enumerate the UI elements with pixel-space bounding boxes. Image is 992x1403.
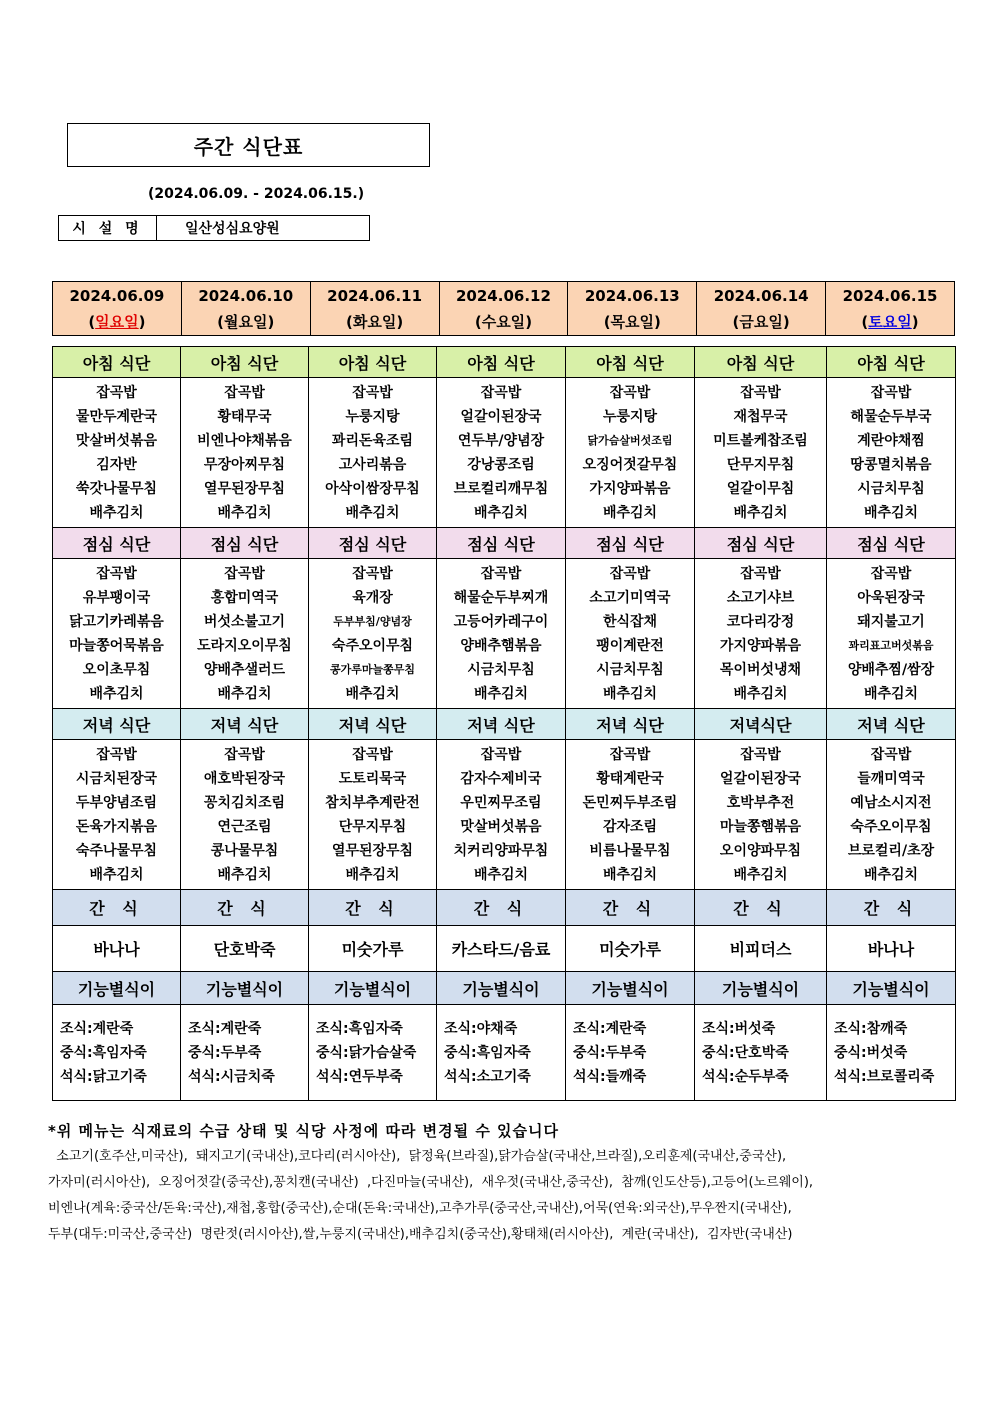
breakfast-items-row — [53, 378, 956, 528]
functional-items-row — [53, 1005, 956, 1101]
menu-item: 돼지불고기 — [857, 614, 925, 630]
menu-item: 얼갈이된장국 — [719, 771, 802, 787]
lunch-header: 점심 식단 — [695, 528, 827, 559]
menu-item: 잡곡밥 — [609, 566, 651, 582]
menu-item: 해물순두부찌개 — [453, 590, 549, 606]
breakfast-header: 아침 식단 — [437, 347, 566, 378]
menu-item: 숙주나물무침 — [75, 843, 158, 859]
menu-item: 배추김치 — [217, 505, 272, 521]
menu-item: 계란야채찜 — [857, 433, 925, 449]
menu-item: 육개장 — [352, 590, 393, 606]
menu-item: 잡곡밥 — [870, 566, 912, 582]
menu-item: 잡곡밥 — [96, 566, 137, 582]
menu-item: 잡곡밥 — [224, 566, 265, 582]
menu-item: 호박부추전 — [726, 795, 795, 811]
weekday-text: 금요일 — [739, 312, 783, 331]
snack-header: 간 식 — [827, 890, 956, 926]
menu-item: 치커리양파무침 — [453, 843, 549, 859]
functional-header-row — [53, 972, 956, 1005]
date-text: 2024.06.15 — [842, 286, 938, 305]
lunch-header: 점심 식단 — [437, 528, 566, 559]
menu-item: 잡곡밥 — [96, 385, 137, 401]
weekday-open-paren: ( — [732, 312, 740, 331]
menu-item: 김자반 — [96, 457, 137, 473]
lunch-menu-cell — [437, 559, 566, 709]
weekday-text: 수요일 — [481, 312, 526, 331]
menu-item: 홍합미역국 — [210, 590, 279, 606]
menu-item: 열무된장무침 — [331, 843, 414, 859]
functional-cell — [309, 1005, 437, 1101]
functional-cell — [695, 1005, 827, 1101]
origin-line-4: 두부(대두:미국산,중국산) 명란젓(러시아산),쌀,누룽지(국내산),배추김치(중국산),황태채(러시아산), 계란(국내산), 김자반(국내산) — [48, 1227, 793, 1242]
menu-item: 두부부침/양념장 — [333, 615, 412, 628]
menu-item: 맛살버섯볶음 — [75, 433, 158, 449]
menu-item: 소고기미역국 — [589, 590, 671, 606]
date-cell — [310, 282, 439, 336]
lunch-header: 점심 식단 — [53, 528, 181, 559]
snack-header: 간 식 — [566, 890, 695, 926]
menu-item: 배추김치 — [217, 686, 272, 702]
functional-header: 기능별식이 — [695, 972, 827, 1005]
menu-item: 잡곡밥 — [740, 566, 781, 582]
menu-item: 배추김치 — [345, 686, 400, 702]
dinner-header: 저녁 식단 — [181, 709, 309, 740]
menu-item: 오징어젓갈무침 — [582, 457, 678, 473]
weekday-open-paren: ( — [88, 312, 96, 331]
menu-item: 황태계란국 — [596, 771, 664, 787]
functional-item: 석식:브로콜리죽 — [834, 1068, 935, 1085]
breakfast-menu-cell — [437, 378, 566, 528]
menu-item: 잡곡밥 — [870, 385, 912, 401]
menu-item: 단무지무침 — [338, 819, 407, 835]
weekday-line — [53, 309, 181, 335]
menu-item: 들깨미역국 — [857, 771, 925, 787]
weekday-open-paren: ( — [861, 312, 869, 331]
menu-item: 콩나물무침 — [210, 843, 279, 859]
menu-item: 강낭콩조림 — [467, 457, 535, 473]
functional-item: 석식:연두부죽 — [316, 1068, 403, 1085]
functional-header: 기능별식이 — [181, 972, 309, 1005]
breakfast-header: 아침 식단 — [309, 347, 437, 378]
lunch-menu-cell — [53, 559, 181, 709]
menu-item: 고등어카레구이 — [453, 614, 549, 630]
menu-item: 두부양념조림 — [75, 795, 158, 811]
functional-item: 석식:닭고기죽 — [60, 1068, 147, 1085]
weekday-close-paren: ) — [138, 312, 146, 331]
menu-item: 땅콩멸치볶음 — [850, 457, 932, 473]
menu-item: 누룽지탕 — [602, 409, 658, 425]
menu-item: 배추김치 — [473, 686, 529, 702]
functional-header: 기능별식이 — [566, 972, 695, 1005]
menu-item: 미트볼케찹조림 — [713, 433, 808, 449]
lunch-menu-cell — [827, 559, 956, 709]
weekday-open-paren: ( — [217, 312, 225, 331]
lunch-header: 점심 식단 — [566, 528, 695, 559]
functional-item: 조식:계란죽 — [573, 1020, 647, 1037]
menu-item: 도라지오이무침 — [197, 638, 292, 654]
menu-item: 잡곡밥 — [224, 747, 265, 763]
weekday-open-paren: ( — [346, 312, 353, 331]
functional-item: 중식:흑임자죽 — [60, 1044, 147, 1061]
menu-item: 얼갈이된장국 — [460, 409, 542, 425]
menu-item: 단무지무침 — [726, 457, 795, 473]
menu-item: 닭고기카레볶음 — [69, 614, 164, 630]
functional-cell — [437, 1005, 566, 1101]
dinner-header: 저녁 식단 — [309, 709, 437, 740]
menu-item: 마늘쫑햄볶음 — [719, 819, 802, 835]
functional-item: 조식:버섯죽 — [702, 1020, 776, 1037]
menu-item: 목이버섯냉채 — [719, 662, 802, 678]
menu-item: 시금치된장국 — [75, 771, 158, 787]
functional-cell — [53, 1005, 181, 1101]
lunch-menu-cell — [566, 559, 695, 709]
weekday-close-paren: ) — [654, 312, 661, 331]
date-text: 2024.06.11 — [327, 286, 423, 305]
functional-item: 조식:흑임자죽 — [316, 1020, 403, 1037]
weekday-line — [182, 309, 310, 335]
weekday-close-paren: ) — [911, 312, 919, 331]
snack-cell: 바나나 — [53, 926, 181, 972]
menu-item: 시금치무침 — [857, 481, 925, 497]
breakfast-menu-cell — [827, 378, 956, 528]
weekday-close-paren: ) — [396, 312, 404, 331]
menu-item: 열무된장무침 — [203, 481, 286, 497]
facility-label: 시 설 명 — [59, 216, 157, 240]
lunch-header: 점심 식단 — [309, 528, 437, 559]
menu-item: 잡곡밥 — [480, 385, 522, 401]
menu-item: 아삭이쌈장무침 — [325, 481, 420, 497]
snack-header: 간 식 — [437, 890, 566, 926]
menu-item: 잡곡밥 — [480, 566, 522, 582]
menu-item: 양배추찜/쌈장 — [847, 662, 935, 678]
menu-item: 시금치무침 — [596, 662, 664, 678]
lunch-items-row — [53, 559, 956, 709]
functional-item: 석식:들깨죽 — [573, 1068, 647, 1085]
menu-item: 잡곡밥 — [870, 747, 912, 763]
lunch-menu-cell — [309, 559, 437, 709]
functional-item: 석식:순두부죽 — [702, 1068, 789, 1085]
dinner-menu-cell — [181, 740, 309, 890]
weekday-line — [697, 309, 825, 335]
breakfast-header: 아침 식단 — [695, 347, 827, 378]
breakfast-header-row — [53, 347, 956, 378]
dinner-menu-cell — [566, 740, 695, 890]
menu-item: 무장아찌무침 — [203, 457, 286, 473]
functional-item: 조식:계란죽 — [188, 1020, 262, 1037]
functional-item: 석식:시금치죽 — [188, 1068, 275, 1085]
menu-item: 감자수제비국 — [460, 771, 542, 787]
dinner-header-row — [53, 709, 956, 740]
menu-item: 시금치무침 — [467, 662, 535, 678]
menu-item: 숙주오이무침 — [850, 819, 932, 835]
functional-item: 중식:흑임자죽 — [444, 1044, 531, 1061]
menu-item: 한식잡채 — [602, 614, 658, 630]
functional-item: 중식:닭가슴살죽 — [316, 1044, 417, 1061]
menu-item: 재첩무국 — [733, 409, 788, 425]
date-row — [53, 282, 955, 336]
breakfast-header: 아침 식단 — [53, 347, 181, 378]
dinner-header: 저녁 식단 — [566, 709, 695, 740]
breakfast-header: 아침 식단 — [827, 347, 956, 378]
dinner-items-row — [53, 740, 956, 890]
menu-period: (2024.06.09. - 2024.06.15.) — [148, 186, 365, 202]
weekday-close-paren: ) — [782, 312, 790, 331]
menu-item: 잡곡밥 — [740, 747, 781, 763]
date-cell — [53, 282, 182, 336]
functional-item: 석식:소고기죽 — [444, 1068, 531, 1085]
menu-item: 오이초무침 — [82, 662, 151, 678]
date-text: 2024.06.14 — [713, 286, 809, 305]
snack-cell: 미숫가루 — [309, 926, 437, 972]
functional-item: 중식:두부죽 — [188, 1044, 262, 1061]
weekday-line — [826, 309, 954, 335]
functional-header: 기능별식이 — [309, 972, 437, 1005]
menu-item: 잡곡밥 — [352, 385, 393, 401]
breakfast-menu-cell — [695, 378, 827, 528]
menu-item: 잡곡밥 — [96, 747, 137, 763]
menu-item: 배추김치 — [473, 867, 529, 883]
lunch-menu-cell — [181, 559, 309, 709]
dinner-menu-cell — [827, 740, 956, 890]
menu-item: 숙주오이무침 — [331, 638, 414, 654]
snack-header: 간 식 — [695, 890, 827, 926]
functional-cell — [827, 1005, 956, 1101]
menu-item: 배추김치 — [89, 686, 144, 702]
menu-item: 연근조림 — [217, 819, 272, 835]
functional-item: 조식:야채죽 — [444, 1020, 518, 1037]
menu-item: 브로컬리/초장 — [847, 843, 935, 859]
menu-item: 배추김치 — [733, 867, 788, 883]
menu-item: 양배추햄볶음 — [460, 638, 542, 654]
menu-item: 돈민찌두부조림 — [582, 795, 678, 811]
menu-item: 콩가루마늘쫑무침 — [329, 663, 415, 676]
menu-item: 유부팽이국 — [82, 590, 151, 606]
menu-item: 꽈리표고버섯볶음 — [848, 639, 934, 652]
menu-item: 브로컬리깨무침 — [453, 481, 549, 497]
menu-item: 팽이계란전 — [596, 638, 664, 654]
snack-header-row — [53, 890, 956, 926]
weekday-close-paren: ) — [267, 312, 275, 331]
snack-cell: 단호박죽 — [181, 926, 309, 972]
menu-item: 가지양파볶음 — [589, 481, 671, 497]
dinner-menu-cell — [437, 740, 566, 890]
menu-item: 비엔나야채볶음 — [197, 433, 292, 449]
menu-item: 배추김치 — [602, 867, 658, 883]
weekday-close-paren: ) — [525, 312, 533, 331]
menu-item: 돈육가지볶음 — [75, 819, 158, 835]
breakfast-menu-cell — [309, 378, 437, 528]
breakfast-menu-cell — [53, 378, 181, 528]
snack-items-row — [53, 926, 956, 972]
functional-header: 기능별식이 — [827, 972, 956, 1005]
weekday-text: 화요일 — [352, 312, 397, 331]
menu-item: 아욱된장국 — [857, 590, 925, 606]
date-cell — [826, 282, 955, 336]
weekday-text: 목요일 — [610, 312, 655, 331]
menu-item: 잡곡밥 — [480, 747, 522, 763]
menu-item: 배추김치 — [89, 505, 144, 521]
weekday-line — [311, 309, 439, 335]
weekday-open-paren: ( — [603, 312, 611, 331]
menu-item: 도토리묵국 — [338, 771, 407, 787]
dinner-header: 저녁 식단 — [437, 709, 566, 740]
dinner-header: 저녁식단 — [695, 709, 827, 740]
snack-cell: 미숫가루 — [566, 926, 695, 972]
date-text: 2024.06.10 — [198, 286, 294, 305]
origin-line-3: 비엔나(계육:중국산/돈육:국산),재첩,홍합(중국산),순대(돈육:국내산),고추가루(중국산,국내산),어묵(연육:외국산),무우짠지(국내산), — [48, 1201, 792, 1216]
dinner-menu-cell — [695, 740, 827, 890]
menu-item: 얼갈이무침 — [726, 481, 795, 497]
menu-item: 배추김치 — [602, 505, 658, 521]
snack-header: 간 식 — [181, 890, 309, 926]
menu-item: 배추김치 — [89, 867, 144, 883]
menu-item: 버섯소불고기 — [203, 614, 286, 630]
weekday-open-paren: ( — [474, 312, 482, 331]
menu-item: 오이양파무침 — [719, 843, 802, 859]
menu-item: 배추김치 — [863, 686, 919, 702]
functional-header: 기능별식이 — [437, 972, 566, 1005]
weekday-text: 일요일 — [95, 312, 139, 331]
lunch-header: 점심 식단 — [181, 528, 309, 559]
lunch-header-row — [53, 528, 956, 559]
snack-cell: 바나나 — [827, 926, 956, 972]
menu-item: 잡곡밥 — [740, 385, 781, 401]
menu-item: 잡곡밥 — [609, 747, 651, 763]
menu-item: 잡곡밥 — [352, 747, 393, 763]
weekday-text: 토요일 — [868, 312, 912, 331]
functional-item: 중식:단호박죽 — [702, 1044, 789, 1061]
dinner-menu-cell — [53, 740, 181, 890]
menu-item: 쑥갓나물무침 — [75, 481, 158, 497]
breakfast-header: 아침 식단 — [566, 347, 695, 378]
weekday-line — [440, 309, 568, 335]
menu-item: 코다리강정 — [726, 614, 795, 630]
date-cell — [568, 282, 697, 336]
menu-item: 배추김치 — [863, 505, 919, 521]
functional-item: 중식:버섯죽 — [834, 1044, 908, 1061]
menu-item: 고사리볶음 — [338, 457, 407, 473]
menu-item: 배추김치 — [473, 505, 529, 521]
functional-cell — [566, 1005, 695, 1101]
menu-item: 배추김치 — [733, 686, 788, 702]
snack-cell: 비피더스 — [695, 926, 827, 972]
page-title: 주간 식단표 — [67, 123, 430, 167]
menu-item: 꽈리돈육조림 — [331, 433, 414, 449]
menu-item: 닭가슴살버섯조림 — [587, 434, 673, 447]
functional-cell — [181, 1005, 309, 1101]
weekday-line — [568, 309, 696, 335]
menu-item: 잡곡밥 — [609, 385, 651, 401]
origin-line-1: 소고기(호주산,미국산), 돼지고기(국내산),코다리(러시아산), 닭정육(브라질),닭가슴살(국내산,브라질),오리훈제(국내산,중국산), — [48, 1149, 787, 1164]
notes-section — [48, 1118, 958, 1248]
date-cell — [181, 282, 310, 336]
date-cell — [697, 282, 826, 336]
snack-header: 간 식 — [309, 890, 437, 926]
dinner-header: 저녁 식단 — [827, 709, 956, 740]
menu-item: 누룽지탕 — [345, 409, 400, 425]
menu-item: 비름나물무침 — [589, 843, 671, 859]
menu-item: 애호박된장국 — [203, 771, 286, 787]
date-header-table — [52, 281, 955, 336]
breakfast-menu-cell — [181, 378, 309, 528]
date-cell — [439, 282, 568, 336]
functional-header: 기능별식이 — [53, 972, 181, 1005]
change-notice: *위 메뉴는 식재료의 수급 상태 및 식당 사정에 따라 변경될 수 있습니다 — [48, 1122, 560, 1140]
lunch-header: 점심 식단 — [827, 528, 956, 559]
breakfast-menu-cell — [566, 378, 695, 528]
menu-item: 잡곡밥 — [352, 566, 393, 582]
breakfast-header: 아침 식단 — [181, 347, 309, 378]
origin-line-2: 가자미(러시아산), 오징어젓갈(중국산),꽁치캔(국내산) ,다진마늘(국내산), 새우젓(국내산,중국산), 참깨(인도산등),고등어(노르웨이), — [48, 1175, 814, 1190]
date-text: 2024.06.13 — [584, 286, 680, 305]
functional-item: 조식:참깨죽 — [834, 1020, 908, 1037]
menu-item: 소고기샤브 — [726, 590, 795, 606]
menu-item: 배추김치 — [863, 867, 919, 883]
lunch-menu-cell — [695, 559, 827, 709]
functional-item: 조식:계란죽 — [60, 1020, 134, 1037]
menu-item: 황태무국 — [217, 409, 272, 425]
menu-item: 예남소시지전 — [850, 795, 932, 811]
menu-item: 연두부/양념장 — [457, 433, 545, 449]
snack-header: 간 식 — [53, 890, 181, 926]
menu-item: 우민찌무조림 — [460, 795, 542, 811]
menu-item: 해물순두부국 — [850, 409, 932, 425]
menu-item: 맛살버섯볶음 — [460, 819, 542, 835]
dinner-header: 저녁 식단 — [53, 709, 181, 740]
menu-item: 배추김치 — [345, 505, 400, 521]
menu-item: 배추김치 — [345, 867, 400, 883]
functional-item: 중식:두부죽 — [573, 1044, 647, 1061]
date-text: 2024.06.09 — [69, 286, 165, 305]
facility-box — [58, 215, 370, 241]
facility-name: 일산성심요양원 — [185, 221, 280, 237]
menu-item: 배추김치 — [733, 505, 788, 521]
menu-item: 참치부추계란전 — [325, 795, 420, 811]
weekday-text: 월요일 — [224, 312, 268, 331]
menu-item: 가지양파볶음 — [719, 638, 802, 654]
menu-item: 감자조림 — [602, 819, 658, 835]
date-text: 2024.06.12 — [456, 286, 551, 305]
menu-item: 꽁치김치조림 — [203, 795, 286, 811]
menu-item: 배추김치 — [217, 867, 272, 883]
menu-item: 마늘쫑어묵볶음 — [69, 638, 164, 654]
menu-item: 배추김치 — [602, 686, 658, 702]
menu-item: 양배추샐러드 — [203, 662, 286, 678]
snack-cell: 카스타드/음료 — [437, 926, 566, 972]
dinner-menu-cell — [309, 740, 437, 890]
menu-item: 물만두계란국 — [75, 409, 158, 425]
menu-item: 잡곡밥 — [224, 385, 265, 401]
weekly-menu-table — [52, 346, 956, 1101]
